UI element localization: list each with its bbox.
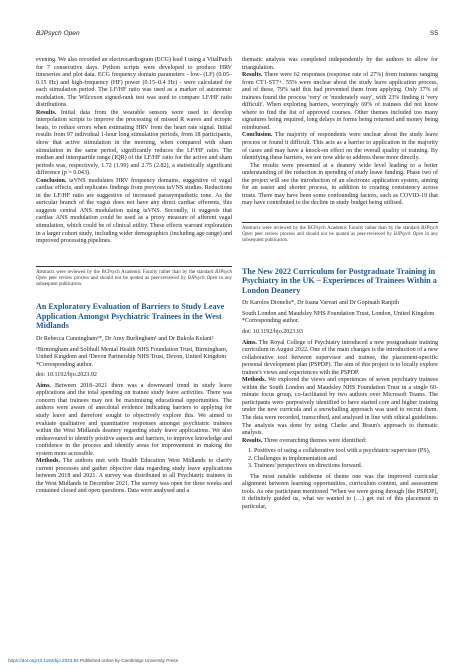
results-text: Initial data from the wearable sensors were used to develop interpolation scripts to improve the processing of missed R waves and ectopic beats, to reduce errors when estimating HRV from the heart rate signal. Initial results from 97 individual 1-hour long stimulation periods, from 18 participants, show that active stimulation in the morning, when compared with sham stimulation in the same period, significantly reduces the LF/HF ratio. The median and interquartile range (IQR) of the LF/HF ratio for the active and sham periods was, respectively, 1.72 (1.99) and 2.75 (2.82), a statistically significant difference (p = 0.043). bbox=[36, 109, 232, 177]
conclusion-text: The majority of respondents were unclear about the study leave process or found it difficult. This acts as a barrier to application in the majority of cases and may have a knock-on effect on the overall quality of training. By identifying these barriers, we are now able to address these more directly. bbox=[242, 132, 438, 162]
journal-name: BJPsych Open bbox=[36, 30, 80, 37]
right-conclusion-paragraph bbox=[242, 132, 438, 162]
aims-paragraph bbox=[242, 340, 438, 378]
right-column bbox=[242, 57, 438, 512]
left-paragraph-continued: evening. We also recorded an electrocardiogram (ECG) lead I using a VitalPatch for 7 consecutive days. Python scripts were developed to produce HRV timeseries and plot data. ECG frequency domain parameters - low- (LF) (0.05–0.15 Hz) and high-frequency (HF) power (0.15–0.4 Hz) - were calculated for each stimulation period. The LF/HF ratio was used as a marker of autonomic modulation. The Wilcoxon signed-rank test was used to compare LF/HF ratio distributions. bbox=[36, 57, 232, 109]
results-label: Results. bbox=[36, 109, 57, 116]
list-item: 3. Trainees' perspectives on directions forward. bbox=[254, 463, 438, 471]
aims-label: Aims. bbox=[36, 382, 51, 389]
abstract-review-note: Abstracts were reviewed by the BCPsych Academic Faculty rather than by the standard BJPsych Open peer review process and should not be quoted as peer-reviewed by BJPsych Open in any subsequent publication. bbox=[36, 269, 232, 288]
left-conclusion-paragraph bbox=[36, 178, 232, 246]
methods-label: Methods. bbox=[242, 377, 267, 384]
aims-paragraph bbox=[36, 383, 232, 458]
corresponding-author: *Corresponding author. bbox=[36, 361, 94, 368]
methods-paragraph bbox=[242, 377, 438, 437]
left-results-paragraph bbox=[36, 110, 232, 178]
conclusion-label: Conclusion. bbox=[36, 177, 67, 184]
right-paragraph-continued: thematic analysis was completed independently by the authors to allow for triangulation. bbox=[242, 57, 438, 71]
results-themes-intro bbox=[242, 438, 438, 446]
left-column bbox=[36, 57, 232, 496]
conclusion-label: Conclusion. bbox=[242, 132, 273, 139]
article-doi[interactable]: doi: 10.1192/bjo.2023.92 bbox=[36, 372, 97, 379]
corresponding-author: *Corresponding author. bbox=[242, 318, 300, 325]
footer-published-note: Published online by Cambridge University Press bbox=[78, 658, 178, 663]
aims-label: Aims. bbox=[242, 339, 257, 346]
themes-list bbox=[242, 448, 438, 471]
right-paragraph-indented: The results were presented at a deanery wide level leading to a better understanding of the reduction in spending of study leave funding. Phase two of the project will see the introduction of an electronic application system, aiming for an easier and shorter process, in addition to creating consistency across trusts. There may have been some confounding factors, such as COVID-19 that may have contributed to the decline in study budget being utilised. bbox=[242, 162, 438, 207]
article-affiliation: ¹Birmingham and Solihull Mental Health NHS Foundation Trust, Birmingham, United Kingdom and ²Devon Partnership NHS Trust, Devon, United Kingdom bbox=[36, 346, 228, 361]
aims-text: The Royal College of Psychiatry introduced a new postgraduate training curriculum in August 2022. One of the main changes is the introduction of a new collaborative tool between supervisor and trainee, the placement-specific personal development plan (PSPDP). The aim of this project is to locally explore trainee's views and experiences with the PSPDP. bbox=[242, 339, 438, 376]
page-footer bbox=[8, 658, 178, 663]
right-results-paragraph bbox=[242, 72, 438, 132]
aims-text: Between 2018–2021 there was a downward trend in study leave applications and the total spending on trainee study leave activities. There was concern that trainees may not be maximising educational opportunities. The authors were aware of anecdotal evidence indicating barriers to applying for study leave and therefore sought to objectively explore this. We aimed to evaluate qualitative and quantitative responses amongst psychiatric trainees within the West Midlands deanery regarding study leave applications. We also endeavoured to identify positive aspects and barriers, to improve knowledge and confidence in the process and identify areas for improvement in making the system more accessible. bbox=[36, 382, 232, 457]
results-label: Results. bbox=[242, 72, 263, 79]
results-text: Three overarching themes were identified: bbox=[262, 437, 367, 444]
article-affiliation: South London and Maudsley NHS Foundation Trust, London, United Kingdom bbox=[242, 310, 435, 317]
divider bbox=[36, 266, 232, 267]
article-doi[interactable]: doi: 10.1192/bjo.2023.93 bbox=[242, 328, 303, 335]
right-final-paragraph: The most notable subtheme of theme one was the improved curricular alignment between learning opportunities, curriculum content, and assessment tools. As one participant mentioned "When we were going through [the PSPDP], it definitely guided us, what we wanted to (…) get out of this placement in particular, bbox=[242, 473, 438, 510]
conclusion-text: taVNS modulates HRV frequency domains, suggestive of vagal cardiac effects, and replicates findings from previous taVNS studies. Reductions in the LF/HF ratio are suggestive of increased parasympathetic tone. As the auricular branch of the vagus does not have any direct cardiac efferents, this suggests central ANS modulation using taVNS. Secondly, it suggests that cardiac ANS modulation could be used as a proxy measure of afferent vagal stimulation, which could be of clinical utility. These effects warrant exploration in a larger cohort study, including wider demographics (including age range) and improved processing pipelines. bbox=[36, 177, 232, 245]
article-authors: Dr Karolos Dionelis*, Dr Ioana Varvari and Dr Gopinath Ranjith bbox=[242, 300, 400, 307]
abstract-review-note: Abstracts were reviewed by the BCPsych Academic Faculty rather than by the standard BJPsych Open peer review process and should not be quoted as peer-reviewed by BJPsych Open in any subsequent publication. bbox=[242, 225, 438, 244]
methods-text: The authors met with Health Education West Midlands to clarify current processes and gather objective data regarding study leave applications between 2018 and 2021. A survey was distributed to all Psychiatric trainees in the West Midlands in December 2021. The survey was open for three weeks and contained closed and open questions. Data were analysed and a bbox=[36, 458, 232, 495]
list-item: 2. Challenges in implementation and bbox=[254, 456, 438, 464]
methods-text: We explored the views and experiences of seven psychiatry trainees within the South London and Maudsley NHS Foundation Trust in a single 60-minute focus group, co-facilitated by two authors over Microsoft Teams. The participants were purposively identified to have started core and higher training under the new curricula and a snowballing approach was used to recruit them. The data were recorded, transcribed, and analysed in line with ethical guidelines. The analysis was done by using Clarke and Braun's approach to thematic analysis. bbox=[242, 377, 438, 437]
article-authors: Dr Rebecca Cunningham¹*, Dr Amy Burlingham¹ and Dr Bukola Kelani² bbox=[36, 336, 214, 343]
results-text: There were 62 responses (response rate of 27%) from trainees ranging from CT1-ST7+. 55% were unclear about the study leave application process, and of these, 79% said this had prevented them from applying. Only 37% of trainees found the process 'very' or 'moderately easy', with 23% finding it 'very difficult'. When exploring barriers, worryingly 69% of trainees did not know where to find the list of approved courses. Other themes included too many signatures being required, long delays in forms being returned and money being reimbursed. bbox=[242, 72, 438, 131]
methods-paragraph bbox=[36, 458, 232, 496]
page-number: S5 bbox=[429, 30, 438, 37]
page-header bbox=[36, 30, 438, 42]
divider bbox=[242, 222, 438, 223]
article-title: The New 2022 Curriculum for Postgraduate Training in Psychiatry in the UK – Experiences of Trainees Within a London Deanery bbox=[242, 266, 437, 295]
list-item: 1. Positives of using a collaborative tool with a psychiatric supervisor (PS), bbox=[254, 448, 438, 456]
methods-label: Methods. bbox=[36, 458, 61, 465]
results-label: Results. bbox=[242, 437, 263, 444]
article-title: An Exploratory Evaluation of Barriers to Study Leave Application Amongst Psychiatric Trainees in the West Midlands bbox=[36, 302, 225, 331]
footer-doi-link[interactable]: https://doi.org/10.1192/bjo.2023.92 bbox=[8, 658, 79, 663]
